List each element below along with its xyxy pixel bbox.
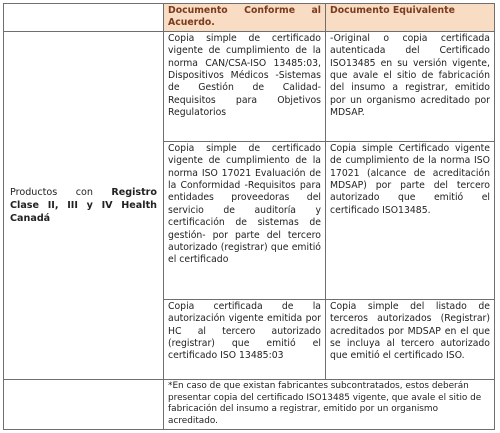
footnote: *En caso de que existan fabricantes subcontratados, estos deberán presentar copia del certificado ISO13485 vigente, que avale el sitio de fabricación del insumo a registrar, emitido por un organismo acreditado.: [164, 379, 495, 429]
acuerdo-cell: Copia simple de certificado vigente de cumplimiento de la norma CAN/CSA-ISO 13485:03, Dispositivos Médicos -Sistemas de Gestión de Calidad-Requisitos para Objetivos Regulatorios: [164, 31, 326, 141]
acuerdo-cell: Copia certificada de la autorización vigente emitida por HC al tercero autorizado (registrar) que emitió el certificado ISO 13485:03: [164, 299, 326, 379]
equivalente-cell: Copia simple del listado de terceros autorizados (Registrar) acreditados por MDSAP en el que se incluya al tercero autorizado que emitió el certificado ISO.: [326, 299, 495, 379]
equivalente-cell: Copia simple Certificado vigente de cumplimiento de la norma ISO 17021 (alcance de acreditación MDSAP) por parte del tercero autorizado que emitió el certificado ISO13485.: [326, 141, 495, 299]
header-equivalente: Documento Equivalente: [326, 4, 495, 32]
note-row: [4, 379, 495, 429]
note-empty-cell: [4, 379, 164, 429]
header-empty-cell: [4, 4, 164, 32]
product-registry: Registro Clase II, III y IV Health Canadá: [10, 186, 157, 224]
table-row: [4, 31, 495, 141]
equivalente-cell: -Original o copia certificada autenticada del Certificado ISO13485 en su versión vigente, que avale el sitio de fabricación del insumo a registrar, emitido por un organismo acreditado por MDSAP.: [326, 31, 495, 141]
header-acuerdo: Documento Conforme al Acuerdo.: [164, 4, 326, 32]
requirements-table: [3, 3, 495, 430]
header-row: [4, 4, 495, 32]
product-cell: [4, 31, 164, 379]
acuerdo-cell: Copia simple de certificado vigente de cumplimiento de la norma ISO 17021 Evaluación de la Conformidad -Requisitos para entidades proveedoras del servicio de auditoría y certificación de sistemas de gestión- por parte del tercero autorizado (registrar) que emitió el certificado: [164, 141, 326, 299]
product-prefix: Productos con: [10, 186, 112, 198]
